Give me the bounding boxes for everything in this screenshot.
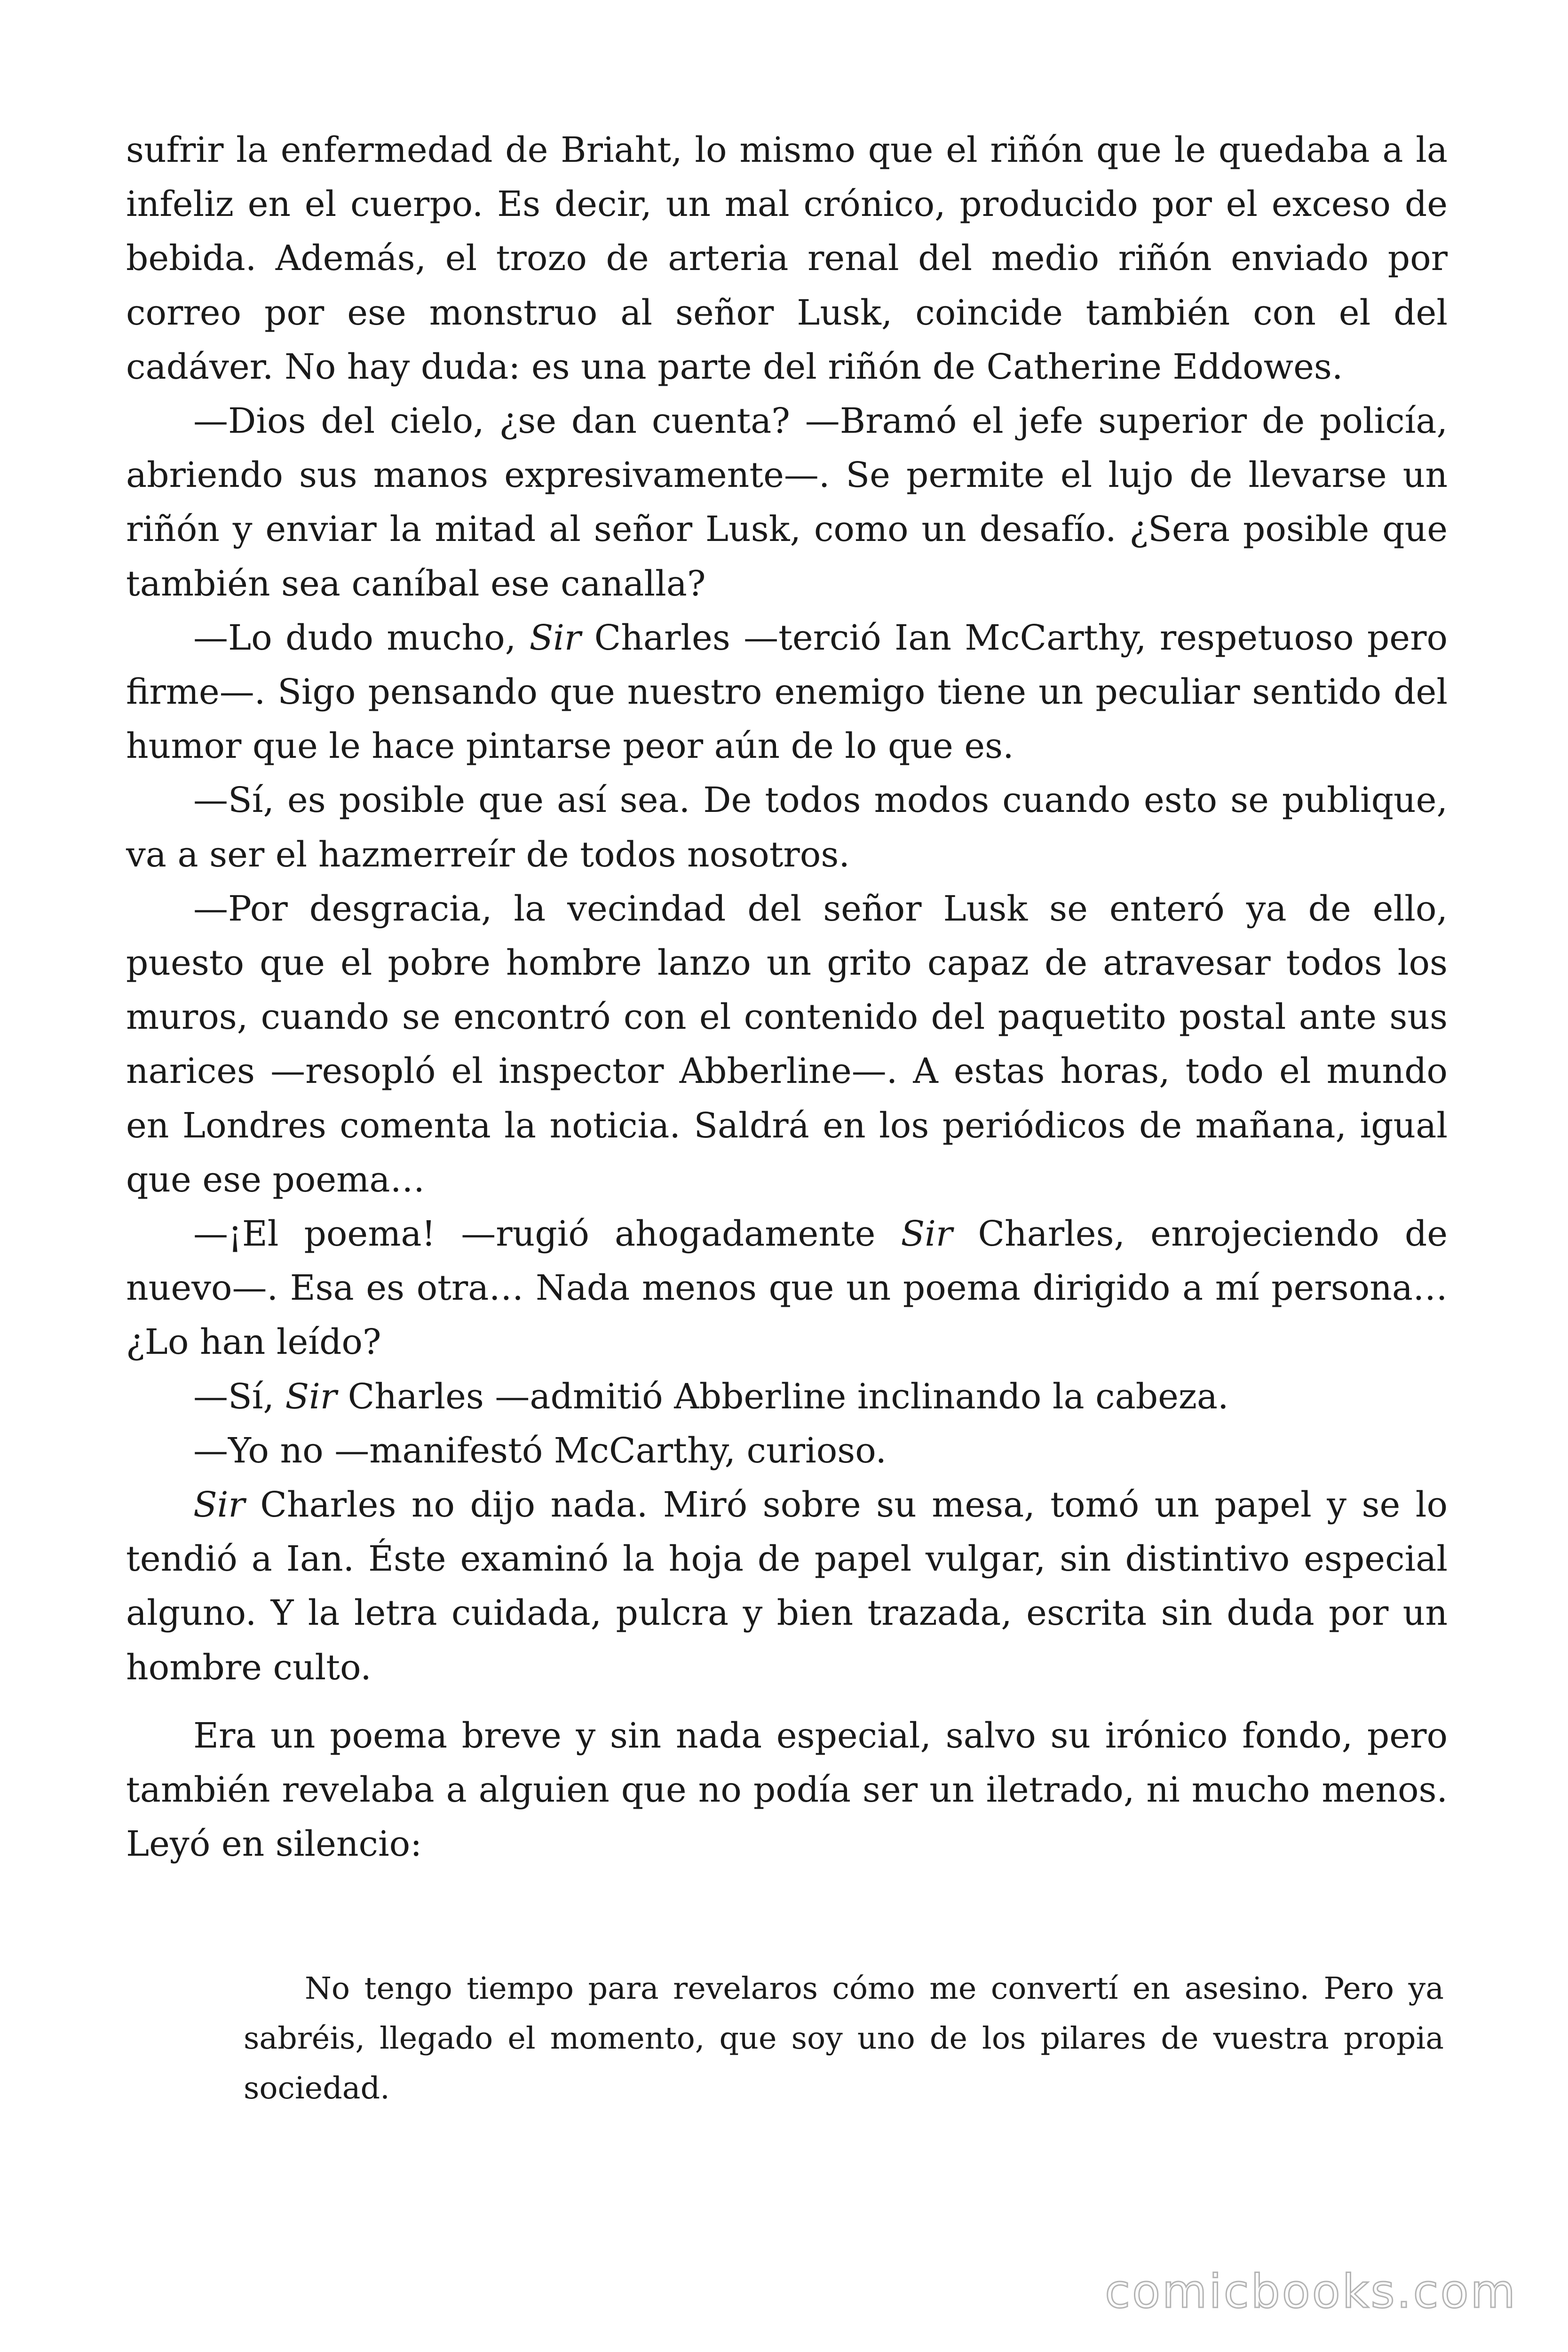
- paragraph: [126, 1207, 1448, 1370]
- paragraph: [126, 882, 1448, 1207]
- paragraph-text: Charles, enrojeciendo de nuevo—. Esa es otra… Nada menos que un poema dirigido a mí persona… ¿Lo han leído?: [126, 1214, 1448, 1363]
- paragraph-text: Charles —admitió Abberline inclinando la cabeza.: [337, 1376, 1229, 1417]
- paragraph-text: —Por desgracia, la vecindad del señor Lusk se enteró ya de ello, puesto que el pobre hombre lanzo un grito capaz de atravesar todos los muros, cuando se encontró con el contenido del paquetito postal ante sus narices —resopló el inspector Abberline—. A estas horas, todo el mundo en Londres comenta la noticia. Saldrá en los periódicos de mañana, igual que ese poema…: [126, 888, 1448, 1200]
- emphasis-text: Sir: [285, 1376, 337, 1417]
- paragraph: [126, 611, 1448, 774]
- paragraph-text: Charles —terció Ian McCarthy, respetuoso pero firme—. Sigo pensando que nuestro enemigo tiene un peculiar sentido del humor que le hace pintarse peor aún de lo que es.: [126, 617, 1448, 767]
- paragraph-text: —Dios del cielo, ¿se dan cuenta? —Bramó el jefe superior de policía, abriendo sus manos expresivamente—. Se permite el lujo de llevarse un riñón y enviar la mitad al señor Lusk, como un desafío. ¿Sera posible que también sea caníbal ese canalla?: [126, 401, 1448, 604]
- watermark: comicbooks.com: [1105, 2265, 1517, 2319]
- paragraph-text: —Yo no —manifestó McCarthy, curioso.: [193, 1430, 887, 1471]
- paragraph-text: —¡El poema! —rugió ahogadamente: [193, 1214, 901, 1255]
- paragraph-text: Charles no dijo nada. Miró sobre su mesa, tomó un papel y se lo tendió a Ian. Éste examinó la hoja de papel vulgar, sin distintivo especial alguno. Y la letra cuidada, pulcra y bien trazada, escrita sin duda por un hombre culto.: [126, 1485, 1448, 1688]
- paragraph: [126, 1478, 1448, 1695]
- paragraph: [126, 1370, 1448, 1424]
- paragraph-text: —Sí,: [193, 1376, 285, 1417]
- paragraph-text: Era un poema breve y sin nada especial, salvo su irónico fondo, pero también revelaba a alguien que no podía ser un iletrado, ni mucho menos. Leyó en silencio:: [126, 1715, 1448, 1865]
- emphasis-text: Sir: [193, 1485, 245, 1526]
- paragraph: [126, 394, 1448, 611]
- paragraph: [126, 1424, 1448, 1478]
- paragraph: [126, 123, 1448, 394]
- paragraph-text: —Sí, es posible que así sea. De todos modos cuando esto se publique, va a ser el hazmerreír de todos nosotros.: [126, 780, 1448, 875]
- paragraph: [126, 773, 1448, 882]
- page-body: [126, 123, 1448, 1872]
- emphasis-text: Sir: [529, 617, 581, 658]
- emphasis-text: Sir: [901, 1214, 953, 1255]
- paragraph: [126, 1709, 1448, 1872]
- paragraph-text: sufrir la enfermedad de Briaht, lo mismo que el riñón que le quedaba a la infeliz en el cuerpo. Es decir, un mal crónico, producido por el exceso de bebida. Además, el trozo de arteria renal del medio riñón enviado por correo por ese monstruo al señor Lusk, coincide también con el del cadáver. No hay duda: es una parte del riñón de Catherine Eddowes.: [126, 130, 1448, 387]
- poem-quote: No tengo tiempo para revelaros cómo me convertí en asesino. Pero ya sabréis, llegado el momento, que soy uno de los pilares de vuestra propia sociedad.: [244, 1971, 1444, 2106]
- paragraph-text: —Lo dudo mucho,: [193, 617, 530, 658]
